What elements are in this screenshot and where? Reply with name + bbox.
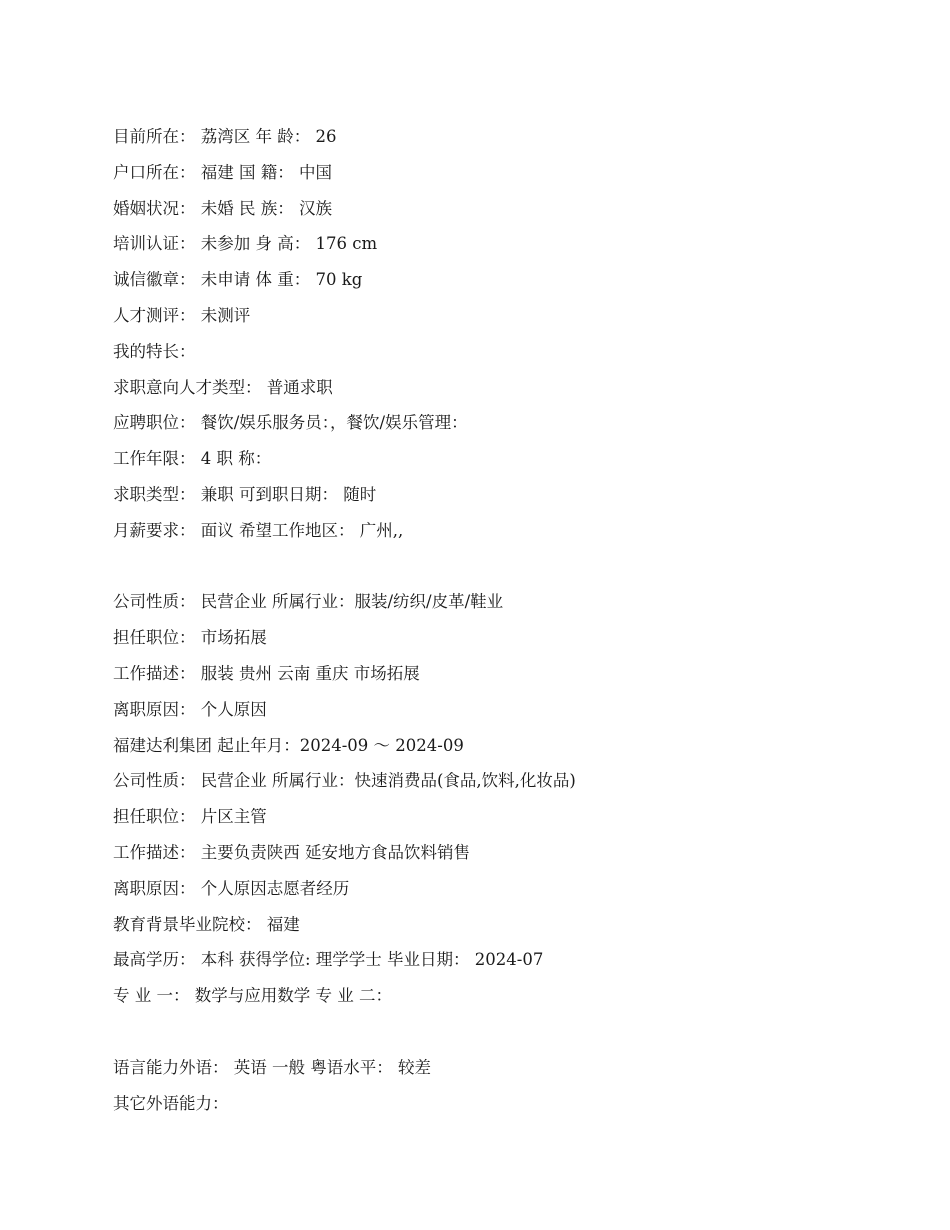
text-line-assessment: 人才测评： 未测评 (113, 305, 251, 325)
text-line-badge-weight: 诚信徽章： 未申请 体 重： 70 kg (113, 270, 363, 290)
text-line-salary-region: 月薪要求： 面议 希望工作地区： 广州,, (113, 520, 404, 540)
text-line-marital-ethnicity: 婚姻状况： 未婚 民 族： 汉族 (113, 198, 332, 218)
text-line-role-1: 担任职位： 市场拓展 (113, 628, 267, 648)
section-gap (113, 1014, 893, 1050)
text-line-leave-reason-2: 离职原因： 个人原因志愿者经历 (113, 878, 350, 898)
text-line-company-period-2: 福建达利集团 起止年月：2024-09 ～ 2024-09 (113, 735, 464, 755)
text-line-description-1: 工作描述： 服装 贵州 云南 重庆 市场拓展 (113, 663, 420, 683)
text-line-other-languages: 其它外语能力： (113, 1093, 229, 1113)
text-line-languages: 语言能力外语： 英语 一般 粤语水平： 较差 (113, 1057, 431, 1077)
text-line-majors: 专 业 一： 数学与应用数学 专 业 二： (113, 986, 392, 1006)
resume-document (113, 119, 893, 1121)
text-line-position-applied: 应聘职位： 餐饮/娱乐服务员：，餐饮/娱乐管理： (113, 413, 468, 433)
section-gap (113, 549, 893, 585)
text-line-hukou-nationality: 户口所在： 福建 国 籍： 中国 (113, 162, 332, 182)
text-line-leave-reason-1: 离职原因： 个人原因 (113, 699, 267, 719)
text-line-company-nature-1: 公司性质： 民营企业 所属行业：服装/纺织/皮革/鞋业 (113, 592, 504, 612)
text-line-role-2: 担任职位： 片区主管 (113, 807, 267, 827)
text-line-work-years: 工作年限： 4 职 称： (113, 449, 272, 469)
text-line-location-age: 目前所在： 荔湾区 年 龄： 26 (113, 127, 337, 146)
text-line-company-nature-2: 公司性质： 民营企业 所属行业：快速消费品(食品,饮料,化妆品) (113, 771, 576, 791)
text-line-education-school: 教育背景毕业院校： 福建 (113, 914, 300, 934)
text-line-talent-type: 求职意向人才类型： 普通求职 (113, 377, 333, 397)
text-line-degree: 最高学历： 本科 获得学位: 理学学士 毕业日期： 2024-07 (113, 950, 544, 970)
text-line-job-type: 求职类型： 兼职 可到职日期： 随时 (113, 484, 377, 504)
text-line-description-2: 工作描述： 主要负责陕西 延安地方食品饮料销售 (113, 842, 470, 862)
text-line-specialty: 我的特长： (113, 341, 196, 361)
text-line-training-height: 培训认证： 未参加 身 高： 176 cm (113, 234, 378, 254)
